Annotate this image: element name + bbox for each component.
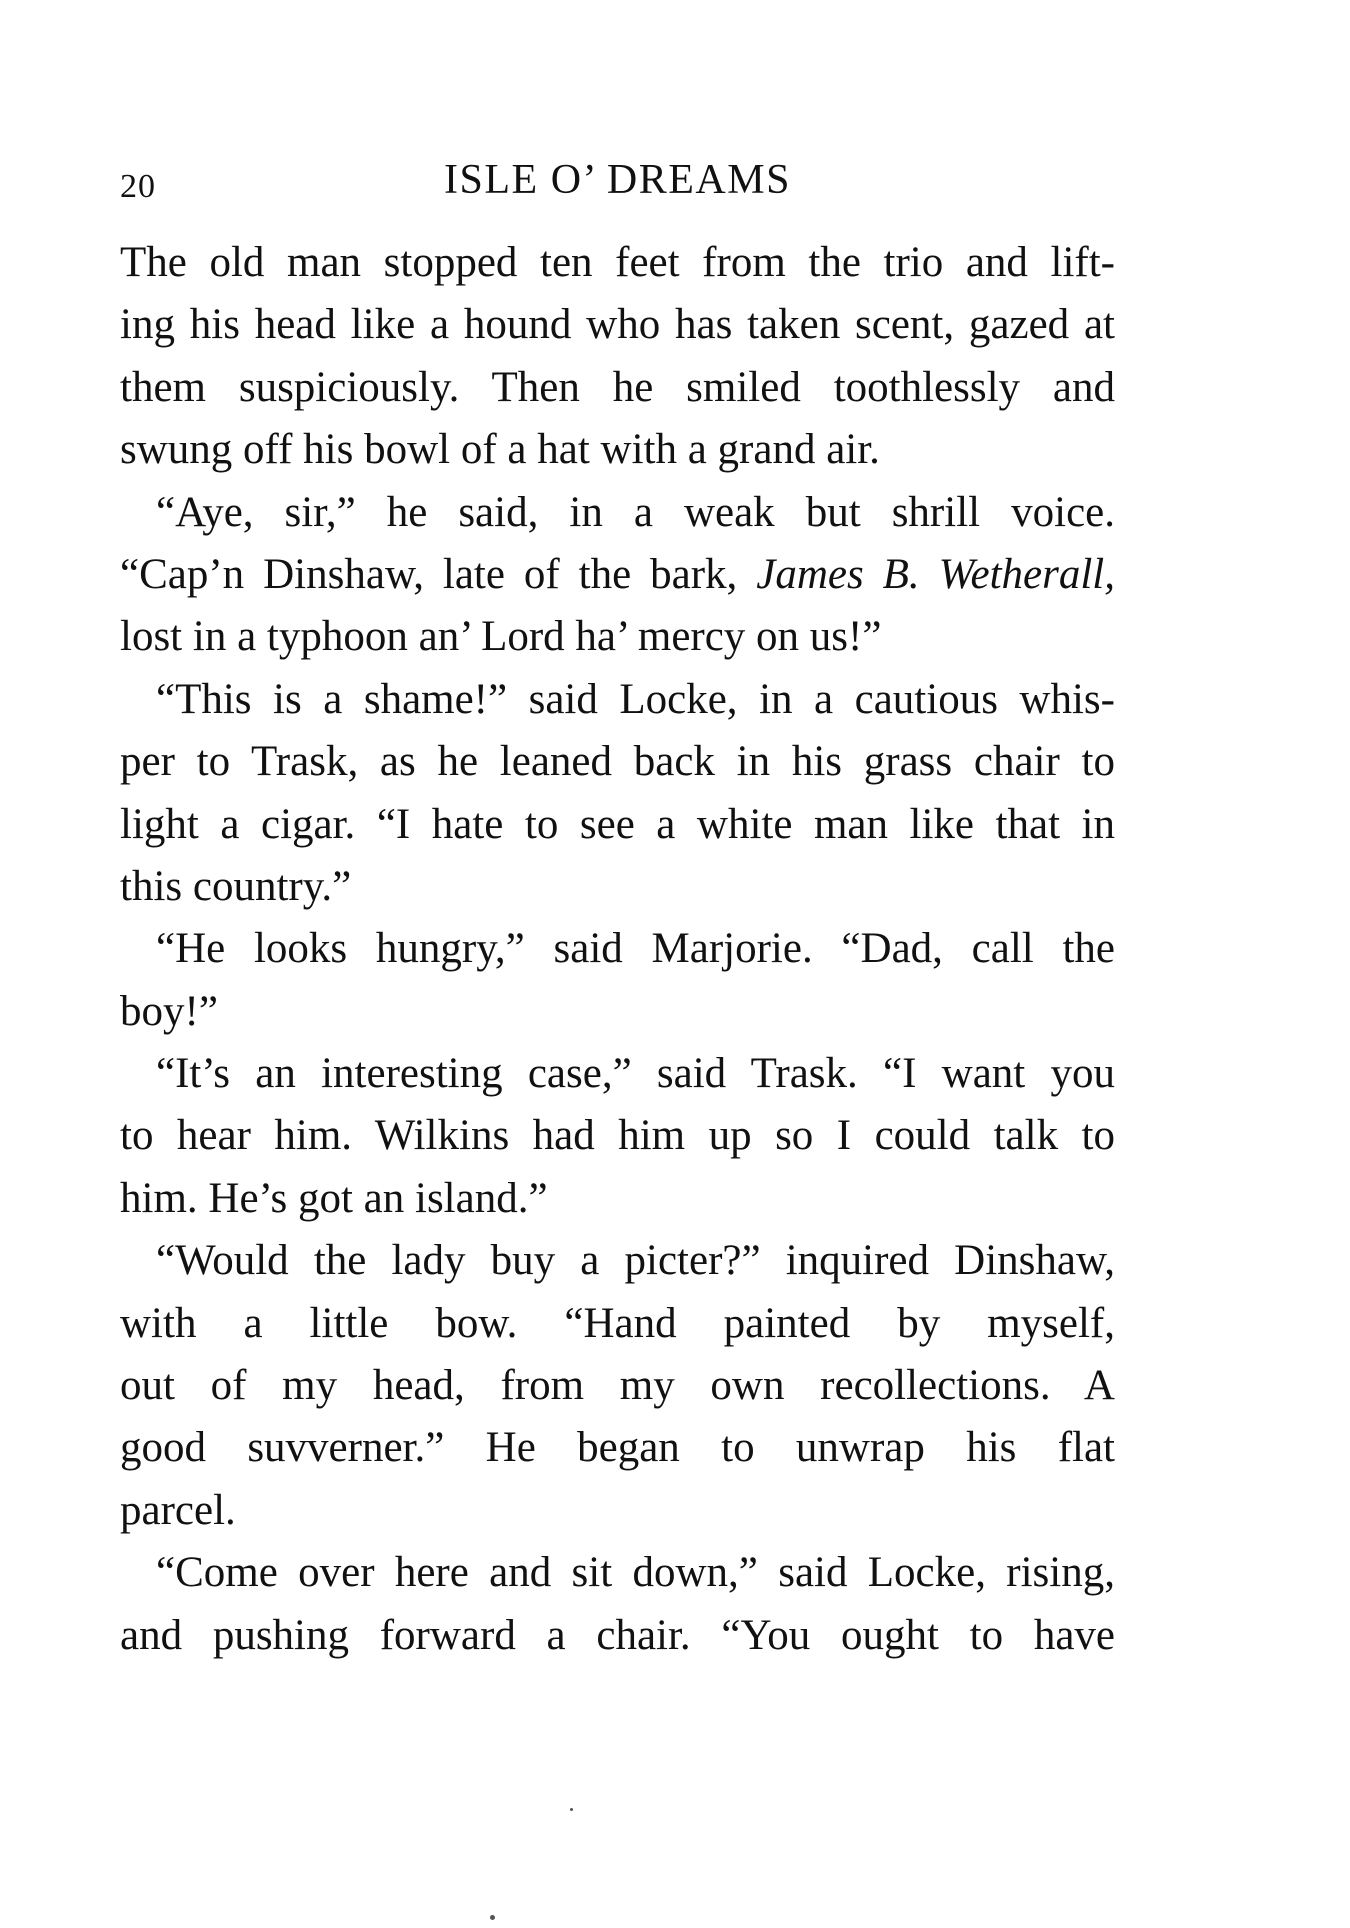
text-line: good suvverner.” He began to unwrap his flat [120,1424,1115,1472]
running-head: ISLE O’ DREAMS [444,157,791,203]
ship-name: James B. Wetherall, [756,550,1116,598]
body-text [120,232,1115,1667]
text-line: “Aye, sir,” he said, in a weak but shrill voice. [156,488,1115,536]
text-line: The old man stopped ten feet from the trio and lift- [120,239,1115,286]
text-line: them suspiciously. Then he smiled toothlessly and [120,363,1115,411]
text-line: per to Trask, as he leaned back in his grass chair to [120,738,1115,786]
page-number: 20 [120,168,156,205]
text-line: and pushing forward a chair. “You ought to have [120,1611,1115,1659]
text-line: swung off his bowl of a hat with a grand air. [120,426,880,474]
text-line: “He looks hungry,” said Marjorie. “Dad, call the [156,925,1115,973]
text-line: “It’s an interesting case,” said Trask. “I want you [156,1050,1115,1098]
text-line: ing his head like a hound who has taken scent, gazed at [120,301,1115,349]
text-line: light a cigar. “I hate to see a white man like that in [120,800,1115,848]
text-line: with a little bow. “Hand painted by myself, [120,1299,1115,1347]
text-line: “Would the lady buy a picter?” inquired Dinshaw, [156,1237,1115,1285]
text-line: “This is a shame!” said Locke, in a cautious whis- [156,675,1115,723]
text-line-roman: “Cap’n Dinshaw, late of the bark, [120,550,757,598]
text-line [120,544,1115,606]
scan-speck [570,1808,573,1811]
text-line: him. He’s got an island.” [120,1174,548,1222]
text-line: boy!” [120,987,218,1035]
text-line: lost in a typhoon an’ Lord ha’ mercy on us!” [120,613,882,661]
page-header [120,150,1115,210]
text-line: to hear him. Wilkins had him up so I could talk to [120,1112,1115,1160]
scan-speck [490,1915,495,1920]
text-line: this country.” [120,862,352,910]
text-line: parcel. [120,1486,236,1534]
text-line: “Come over here and sit down,” said Locke, rising, [156,1549,1115,1597]
text-line: out of my head, from my own recollections. A [120,1362,1115,1410]
